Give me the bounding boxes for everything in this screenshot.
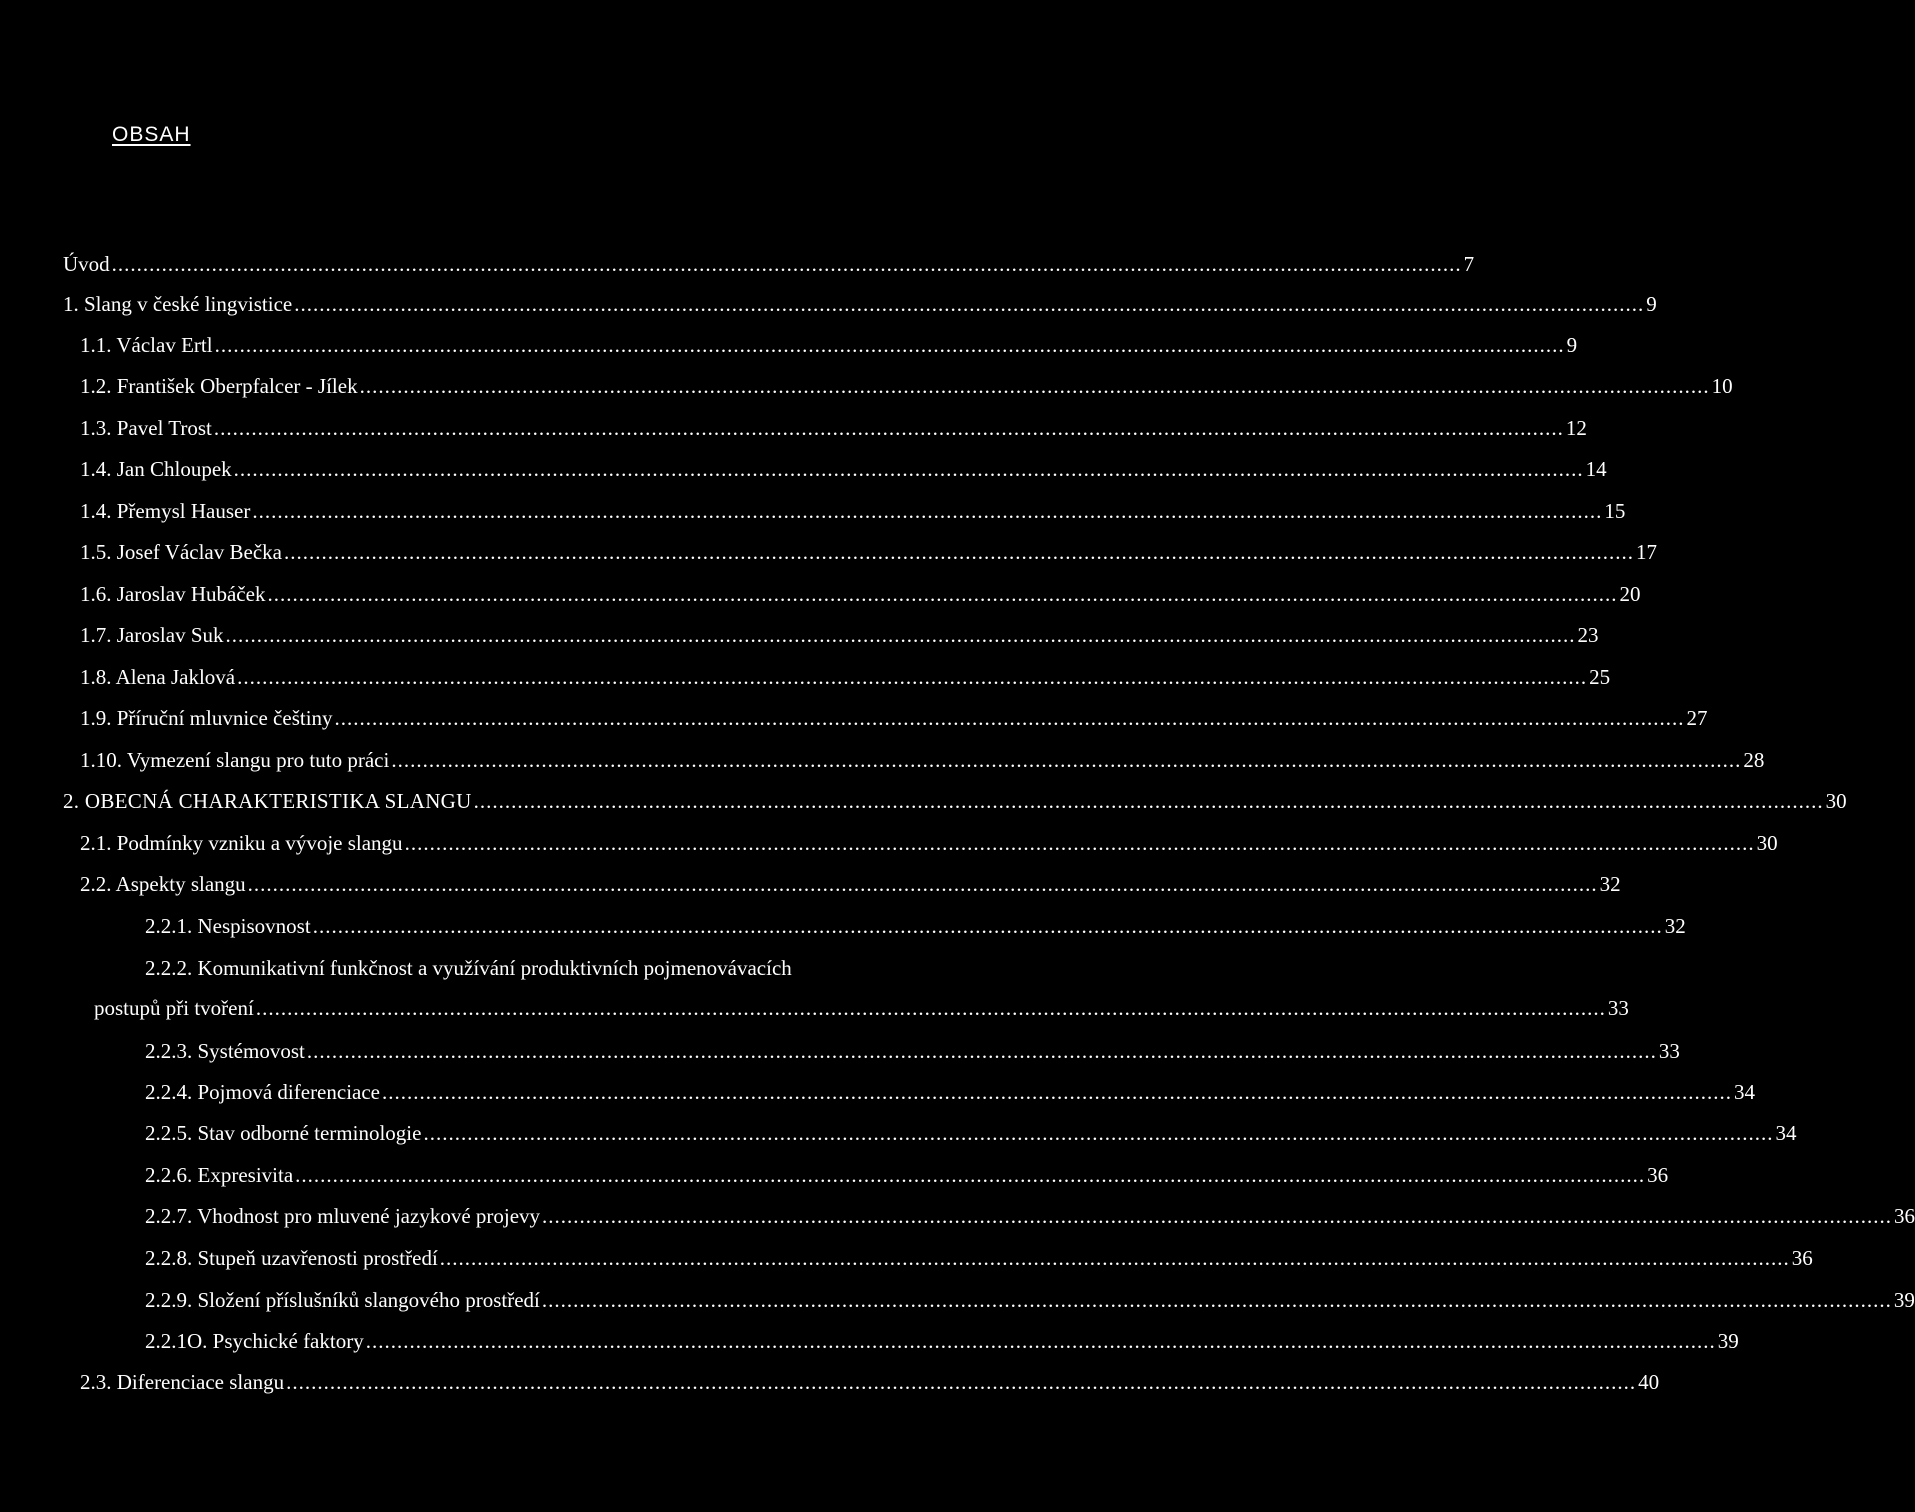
toc-entry-page: 30 [1756, 831, 1778, 855]
toc-entry[interactable] [80, 413, 1587, 443]
toc-entry[interactable] [145, 1285, 1915, 1315]
toc-entry[interactable] [145, 1160, 1669, 1190]
dot-leader: ........................................................................................................................................................................................................................ [252, 499, 1603, 523]
toc-entry[interactable] [145, 1201, 1915, 1231]
toc-entry[interactable] [145, 1118, 1797, 1148]
dot-leader: ........................................................................................................................................................................................................................ [294, 292, 1645, 316]
toc-entry[interactable] [94, 993, 1629, 1023]
toc-entry-page: 27 [1686, 706, 1708, 730]
toc-entry-page: 28 [1743, 748, 1765, 772]
dot-leader: ........................................................................................................................................................................................................................ [473, 789, 1824, 813]
toc-entry-page: 36 [1647, 1163, 1669, 1187]
toc-entry-page: 20 [1619, 582, 1641, 606]
toc-entry-label[interactable]: 2.2.2. Komunikativní funkčnost a využívání produktivních pojmenovávacích [145, 956, 792, 980]
toc-entry-page: 9 [1646, 292, 1657, 316]
toc-entry-label: 1. Slang v české lingvistice [63, 292, 293, 316]
toc-entry-label: 1.10. Vymezení slangu pro tuto práci [80, 748, 390, 772]
toc-entry-label: 1.7. Jaroslav Suk [80, 623, 224, 647]
dot-leader: ........................................................................................................................................................................................................................ [267, 582, 1618, 606]
toc-entry-label: 1.1. Václav Ertl [80, 333, 213, 357]
toc-entry-page: 10 [1711, 374, 1733, 398]
toc-entry[interactable] [80, 869, 1621, 899]
toc-entry-page: 32 [1599, 872, 1621, 896]
toc-entry[interactable] [80, 1367, 1660, 1397]
toc-entry-page: 7 [1463, 252, 1475, 276]
dot-leader: ........................................................................................................................................................................................................................ [286, 1370, 1637, 1394]
toc-entry-page: 14 [1585, 457, 1607, 481]
toc-entry[interactable] [145, 911, 1686, 941]
toc-entry-page: 34 [1775, 1121, 1797, 1145]
toc-entry[interactable] [80, 454, 1607, 484]
dot-leader: ........................................................................................................................................................................................................................ [359, 374, 1710, 398]
toc-entry-label: 1.3. Pavel Trost [80, 416, 212, 440]
dot-leader: ........................................................................................................................................................................................................................ [283, 540, 1634, 564]
toc-entry[interactable] [80, 662, 1611, 692]
dot-leader: ........................................................................................................................................................................................................................ [225, 623, 1576, 647]
toc-entry[interactable] [80, 371, 1733, 401]
toc-entry[interactable] [80, 620, 1599, 650]
toc-entry-label: 2.2.6. Expresivita [145, 1163, 294, 1187]
dot-leader: ........................................................................................................................................................................................................................ [237, 665, 1588, 689]
toc-entry-page: 39 [1717, 1329, 1739, 1353]
toc-entry-label: 2.2.8. Stupeň uzavřenosti prostředí [145, 1246, 438, 1270]
toc-entry-label: 1.4. Jan Chloupek [80, 457, 232, 481]
toc-entry[interactable] [145, 1077, 1755, 1107]
dot-leader: ........................................................................................................................................................................................................................ [365, 1329, 1716, 1353]
toc-entry[interactable] [80, 496, 1626, 526]
toc-entry[interactable] [80, 703, 1708, 733]
toc-entry-page: 36 [1894, 1204, 1915, 1228]
toc-entry-page: 30 [1825, 789, 1847, 813]
toc-entry-label: postupů při tvoření [94, 996, 254, 1020]
dot-leader: ........................................................................................................................................................................................................................ [382, 1080, 1732, 1104]
dot-leader: ........................................................................................................................................................................................................................ [233, 457, 1584, 481]
toc-entry-label: 2.2.1O. Psychické faktory [145, 1329, 364, 1353]
toc-entry[interactable] [63, 249, 1475, 279]
toc-entry[interactable] [145, 1036, 1680, 1066]
toc-entry-label: 1.4. Přemysl Hauser [80, 499, 251, 523]
toc-entry-page: 36 [1791, 1246, 1813, 1270]
toc-entry-label: 2.3. Diferenciace slangu [80, 1370, 285, 1394]
toc-entry-page: 33 [1658, 1039, 1680, 1063]
dot-leader: ........................................................................................................................................................................................................................ [404, 831, 1755, 855]
toc-entry-label: 1.6. Jaroslav Hubáček [80, 582, 266, 606]
toc-entry-label: 1.8. Alena Jaklová [80, 665, 236, 689]
dot-leader: ........................................................................................................................................................................................................................ [214, 333, 1565, 357]
toc-entry-page: 39 [1893, 1288, 1915, 1312]
toc-entry-label: 2. OBECNÁ CHARAKTERISTIKA SLANGU [63, 789, 472, 813]
toc-entry[interactable] [63, 786, 1847, 816]
page-title: OBSAH [112, 123, 191, 146]
toc-entry-label: 2.1. Podmínky vzniku a vývoje slangu [80, 831, 403, 855]
toc-entry[interactable] [145, 1326, 1739, 1356]
dot-leader: ........................................................................................................................................................................................................................ [439, 1246, 1790, 1270]
toc-entry-label: 2.2.5. Stav odborné terminologie [145, 1121, 422, 1145]
toc-entry-label: 1.9. Příruční mluvnice češtiny [80, 706, 333, 730]
toc-entry-label: 2.2.3. Systémovost [145, 1039, 305, 1063]
dot-leader: ........................................................................................................................................................................................................................ [312, 914, 1663, 938]
dot-leader: ........................................................................................................................................................................................................................ [295, 1163, 1646, 1187]
toc-entry-page: 25 [1589, 665, 1611, 689]
toc-entry-label: 2.2.9. Složení příslušníků slangového prostředí [145, 1288, 540, 1312]
toc-entry-page: 34 [1734, 1080, 1755, 1104]
toc-entry[interactable] [80, 745, 1765, 775]
toc-entry-label: 1.5. Josef Václav Bečka [80, 540, 282, 564]
toc-entry[interactable] [145, 1243, 1813, 1273]
toc-entry-label: 2.2. Aspekty slangu [80, 872, 246, 896]
toc-entry-page: 33 [1607, 996, 1629, 1020]
toc-entry-label: Úvod [63, 252, 110, 276]
dot-leader: ........................................................................................................................................................................................................................ [247, 872, 1598, 896]
toc-entry-page: 12 [1565, 416, 1587, 440]
toc-entry-label: 2.2.7. Vhodnost pro mluvené jazykové projevy [145, 1204, 541, 1228]
dot-leader: ........................................................................................................................................................................................................................ [255, 996, 1606, 1020]
dot-leader: ........................................................................................................................................................................................................................ [306, 1039, 1657, 1063]
dot-leader: ........................................................................................................................................................................................................................ [423, 1121, 1774, 1145]
dot-leader: ........................................................................................................................................................................................................................ [111, 252, 1462, 276]
toc-entry[interactable] [63, 289, 1657, 319]
dot-leader: ........................................................................................................................................................................................................................ [541, 1288, 1892, 1312]
toc-entry-page: 40 [1638, 1370, 1660, 1394]
dot-leader: ........................................................................................................................................................................................................................ [213, 416, 1564, 440]
toc-entry-page: 15 [1604, 499, 1626, 523]
toc-entry[interactable] [80, 579, 1641, 609]
toc-entry-page: 17 [1635, 540, 1657, 564]
toc-entry-page: 9 [1566, 333, 1578, 357]
dot-leader: ........................................................................................................................................................................................................................ [542, 1204, 1893, 1228]
toc-entry[interactable] [80, 828, 1778, 858]
toc-entry[interactable] [80, 330, 1578, 360]
toc-entry-label: 2.2.1. Nespisovnost [145, 914, 311, 938]
toc-entry-page: 23 [1577, 623, 1599, 647]
toc-entry-label: 1.2. František Oberpfalcer - Jílek [80, 374, 358, 398]
toc-entry-page: 32 [1664, 914, 1686, 938]
dot-leader: ........................................................................................................................................................................................................................ [391, 748, 1742, 772]
toc-entry[interactable] [80, 537, 1657, 567]
dot-leader: ........................................................................................................................................................................................................................ [334, 706, 1685, 730]
toc-entry-label: 2.2.4. Pojmová diferenciace [145, 1080, 380, 1104]
